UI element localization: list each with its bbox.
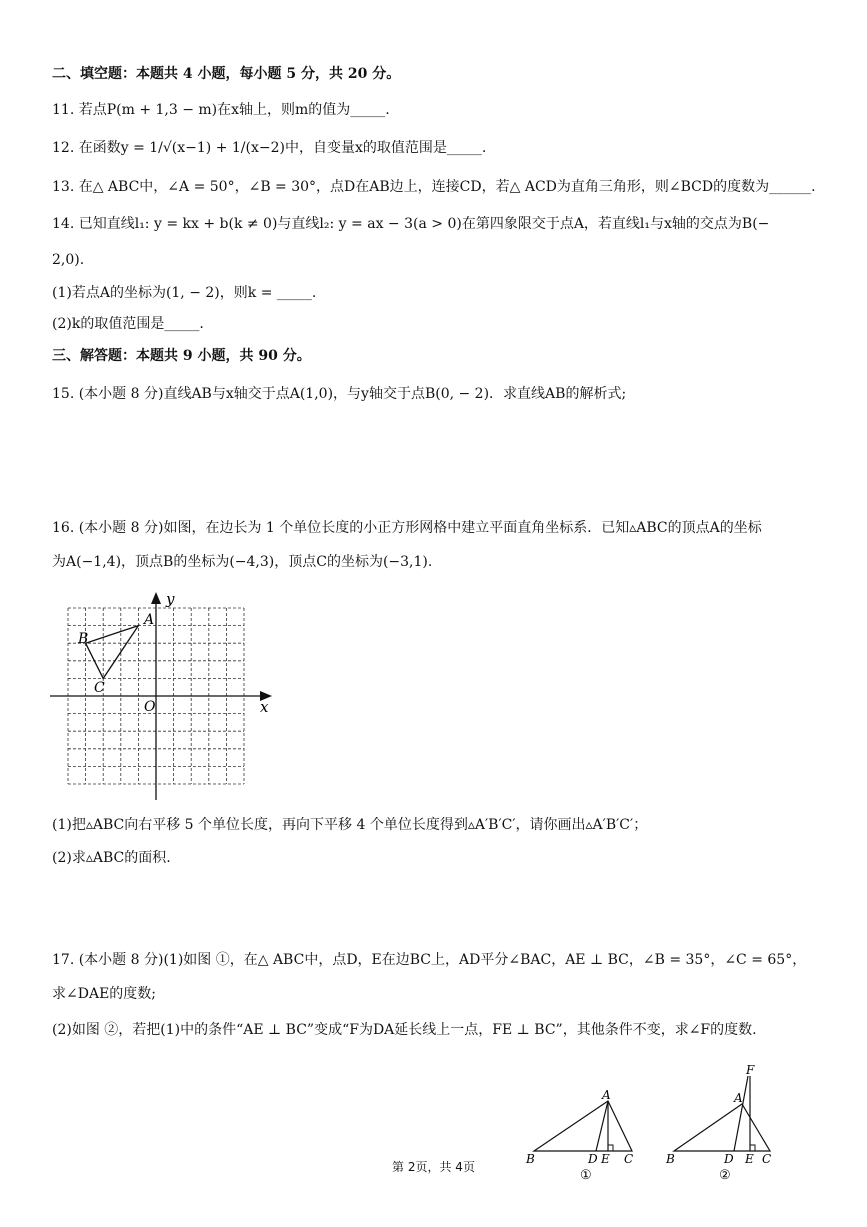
question-14-part-1: (1)若点A的坐标为(1, − 2)，则k = _____. xyxy=(52,285,317,301)
y-axis-label: y xyxy=(166,590,175,608)
fig1-label-b: B xyxy=(526,1152,535,1166)
y-axis-arrow-icon xyxy=(151,592,161,604)
page-footer: 第 2页，共 4页 xyxy=(392,1160,475,1174)
triangle-abc xyxy=(86,626,139,679)
question-17-line-3: (2)如图 ②，若把(1)中的条件“AE ⊥ BC”变成“F为DA延长线上一点，FE ⊥ BC”，其他条件不变，求∠F的度数. xyxy=(52,1022,757,1038)
question-16-part-1: (1)把▵ABC向右平移 5 个单位长度，再向下平移 4 个单位长度得到▵A′B′C′，请你画出▵A′B′C′； xyxy=(52,817,648,833)
question-11: 11. 若点P(m + 1,3 − m)在x轴上，则m的值为_____. xyxy=(52,102,390,118)
question-16-part-2: (2)求▵ABC的面积. xyxy=(52,850,171,866)
fig2-label-e: E xyxy=(745,1152,754,1166)
fig2-label-b: B xyxy=(666,1152,675,1166)
x-axis-label: x xyxy=(260,698,269,716)
point-label-c: C xyxy=(94,680,105,696)
fig1-label-e: E xyxy=(601,1152,610,1166)
fig2-label-d: D xyxy=(724,1152,734,1166)
fig2-label-f: F xyxy=(746,1063,755,1077)
origin-label: O xyxy=(144,699,156,715)
point-label-b: B xyxy=(78,631,89,647)
fig1-label-d: D xyxy=(588,1152,598,1166)
question-17-line-2: 求∠DAE的度数; xyxy=(52,986,157,1002)
question-15: 15. (本小题 8 分)直线AB与x轴交于点A(1,0)，与y轴交于点B(0, − 2)．求直线AB的解析式; xyxy=(52,386,627,402)
fig2-label-a: A xyxy=(734,1091,743,1105)
fig2-caption: ② xyxy=(719,1168,731,1183)
question-13: 13. 在△ ABC中，∠A = 50°，∠B = 30°，点D在AB边上，连接CD，若△ ACD为直角三角形，则∠BCD的度数为______. xyxy=(52,179,816,195)
question-12: 12. 在函数y = 1/√(x−1) + 1/(x−2)中，自变量x的取值范围是_____. xyxy=(52,140,487,156)
section-3-heading: 三、解答题：本题共 9 小题，共 90 分。 xyxy=(52,348,311,364)
fig1-label-a: A xyxy=(602,1088,611,1102)
point-label-a: A xyxy=(144,612,155,628)
question-14-line-1: 14. 已知直线l₁: y = kx + b(k ≠ 0)与直线l₂: y = ax − 3(a > 0)在第四象限交于点A，若直线l₁与x轴的交点为B(− xyxy=(52,216,770,232)
question-14-part-2: (2)k的取值范围是_____. xyxy=(52,316,204,332)
section-2-heading: 二、填空题：本题共 4 小题，每小题 5 分，共 20 分。 xyxy=(52,66,401,82)
question-17-line-1: 17. (本小题 8 分)(1)如图 ①，在△ ABC中，点D，E在边BC上，AD平分∠BAC，AE ⊥ BC，∠B = 35°，∠C = 65°， xyxy=(52,952,807,968)
coordinate-grid-figure xyxy=(50,590,290,805)
question-16-line-2: 为A(−1,4)，顶点B的坐标为(−4,3)，顶点C的坐标为(−3,1). xyxy=(52,554,433,570)
fig2-label-c: C xyxy=(762,1152,772,1166)
question-14-line-2: 2,0). xyxy=(52,252,85,268)
question-16-line-1: 16. (本小题 8 分)如图，在边长为 1 个单位长度的小正方形网格中建立平面直角坐标系．已知▵ABC的顶点A的坐标 xyxy=(52,520,762,536)
fig1-caption: ① xyxy=(580,1168,592,1183)
fig1-label-c: C xyxy=(624,1152,634,1166)
